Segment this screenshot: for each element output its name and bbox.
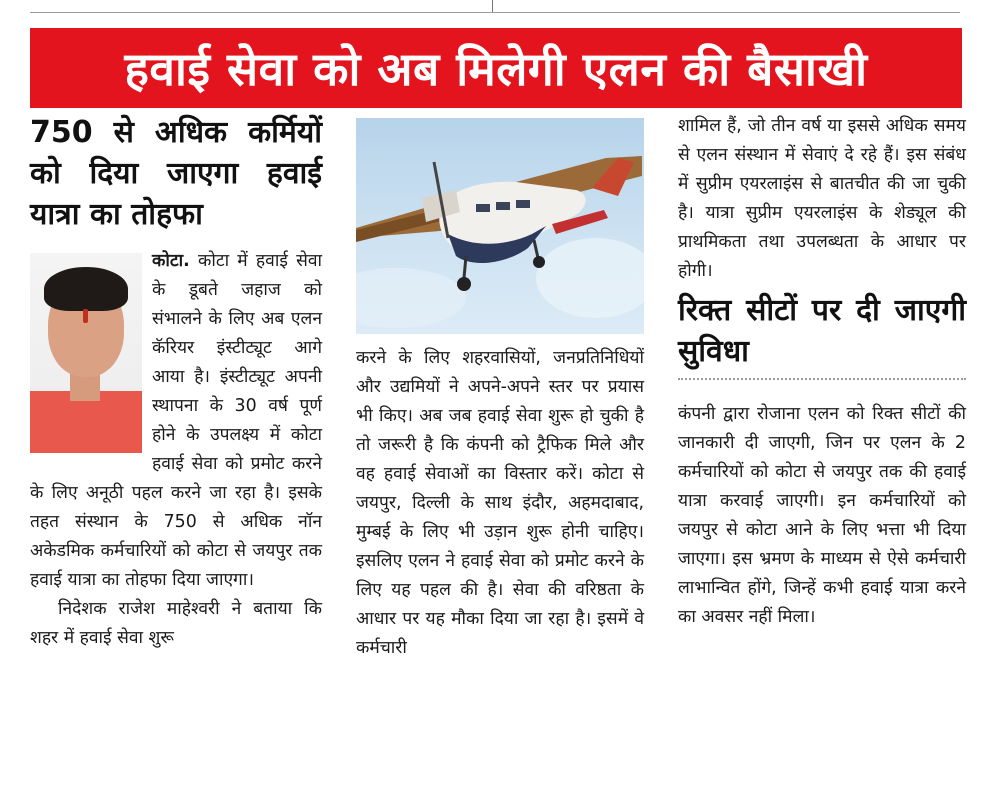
headline-banner xyxy=(30,28,962,108)
airplane-photo xyxy=(356,118,644,334)
horizontal-rule xyxy=(30,12,960,13)
dateline: कोटा. xyxy=(152,251,190,271)
top-rule xyxy=(30,0,960,20)
photo-tilak xyxy=(83,309,88,323)
vertical-rule xyxy=(492,0,493,12)
article-column-3 xyxy=(678,112,966,810)
paragraph-4: शामिल हैं, जो तीन वर्ष या इससे अधिक समय से एलन संस्थान में सेवाएं दे रहे हैं। इस संबंध में सुप्रीम एयरलाइंस से बातचीत की जा चुकी है। यात्रा सुप्रीम एयरलाइंस के शेड्यूल की प्राथमिकता तथा उपलब्धता के आधार पर होगी। xyxy=(678,116,966,281)
paragraph-2: निदेशक राजेश माहेश्वरी ने बताया कि शहर में हवाई सेवा शुरू xyxy=(30,599,322,648)
paragraph-1 xyxy=(30,247,322,595)
article-column-2 xyxy=(356,118,644,810)
headline: हवाई सेवा को अब मिलेगी एलन की बैसाखी xyxy=(124,42,868,96)
paragraph-3: करने के लिए शहरवासियों, जनप्रतिनिधियों और उद्यमियों ने अपने-अपने स्तर पर प्रयास भी किए। अब जब हवाई सेवा शुरू हो चुकी है तो जरूरी है कि कंपनी को ट्रैफिक मिले और वह हवाई सेवाओं का विस्तार करें। कोटा से जयपुर, दिल्ली के साथ इंदौर, अहमदाबाद, मुम्बई के लिए भी उड़ान शुरू होनी चाहिए। इसलिए एलन ने हवाई सेवा को प्रमोट करने के लिए यह पहल की है। सेवा की वरिष्ठता के आधार पर यह मौका दिया जा रहा है। इसमें वे कर्मचारी xyxy=(356,348,644,658)
article-column-1 xyxy=(30,110,322,810)
portrait-photo xyxy=(30,253,142,453)
airplane-icon xyxy=(356,118,644,334)
section-subheadline: रिक्त सीटों पर दी जाएगी सुविधा xyxy=(678,293,966,369)
subheadline: 750 से अधिक कर्मियों को दिया जाएगा हवाई यात्रा का तोहफा xyxy=(30,115,322,232)
paragraph-5: कंपनी द्वारा रोजाना एलन को रिक्त सीटों की जानकारी दी जाएगी, जिन पर एलन के 2 कर्मचारियों को कोटा से जयपुर तक की हवाई यात्रा करवाई जाएगी। इन कर्मचारियों को जयपुर से कोटा आने के लिए भत्ता भी दिया जाएगा। इस भ्रमण के माध्यम से ऐसे कर्मचारी लाभान्वित होंगे, जिन्हें कभी हवाई यात्रा करने का अवसर नहीं मिला। xyxy=(678,404,966,627)
paragraph-1-text: कोटा में हवाई सेवा के डूबते जहाज को संभालने के लिए अब एलन कॅरियर इंस्टीट्यूट आगे आया है। इंस्टीट्यूट अपनी स्थापना के 30 वर्ष पूर्ण होने के उपलक्ष्य में कोटा हवाई सेवा को प्रमोट करने के लिए अनूठी पहल करने जा रहा है। इसके तहत संस्थान के 750 से अधिक नॉन अकेडमिक कर्मचारियों को कोटा से जयपुर तक हवाई यात्रा का तोहफा दिया जाएगा। xyxy=(30,251,322,590)
photo-hair xyxy=(44,267,128,311)
dotted-divider xyxy=(678,378,966,380)
